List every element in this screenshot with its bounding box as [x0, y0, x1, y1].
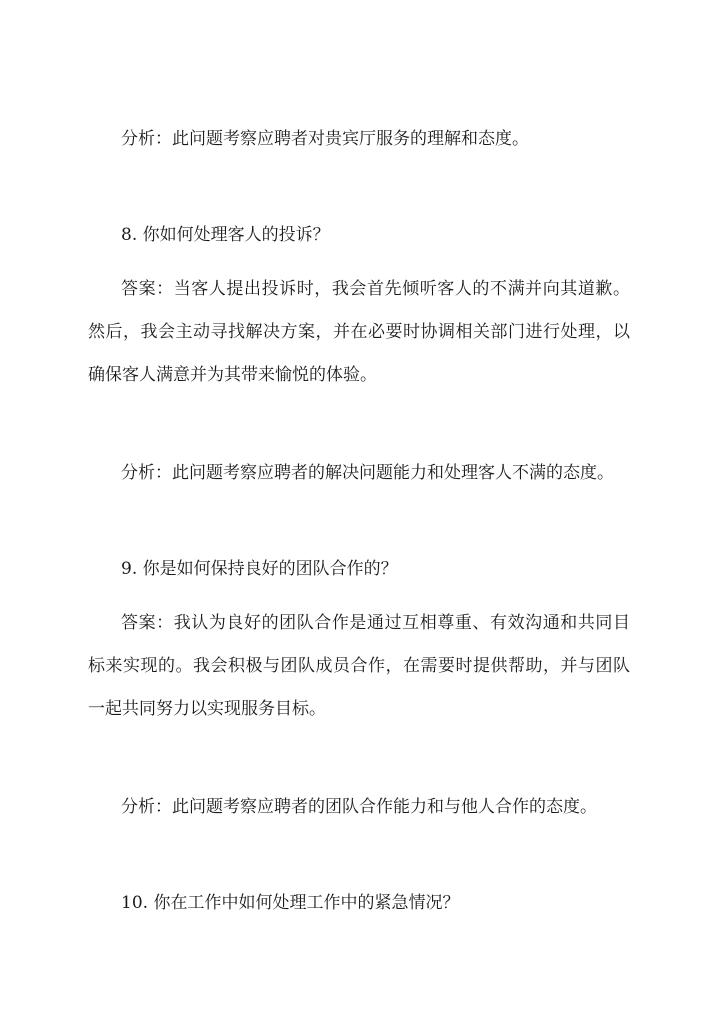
analysis-paragraph: 分析：此问题考察应聘者的团队合作能力和与他人合作的态度。	[121, 797, 597, 817]
analysis-paragraph: 分析：此问题考察应聘者的解决问题能力和处理客人不满的态度。	[121, 463, 614, 483]
answer-paragraph: 答案：我认为良好的团队合作是通过互相尊重、有效沟通和共同目标来实现的。我会积极与团队成员合作，在需要时提供帮助，并与团队一起共同努力以实现服务目标。	[88, 613, 630, 719]
answer-paragraph: 答案：当客人提出投诉时，我会首先倾听客人的不满并向其道歉。然后，我会主动寻找解决方案，并在必要时协调相关部门进行处理，以确保客人满意并为其带来愉悦的体验。	[88, 279, 630, 385]
question-heading: 9. 你是如何保持良好的团队合作的？	[121, 559, 398, 579]
question-heading: 8. 你如何处理客人的投诉？	[121, 225, 330, 245]
analysis-paragraph: 分析：此问题考察应聘者对贵宾厅服务的理解和态度。	[121, 129, 529, 149]
question-heading: 10. 你在工作中如何处理工作中的紧急情况？	[121, 893, 460, 913]
